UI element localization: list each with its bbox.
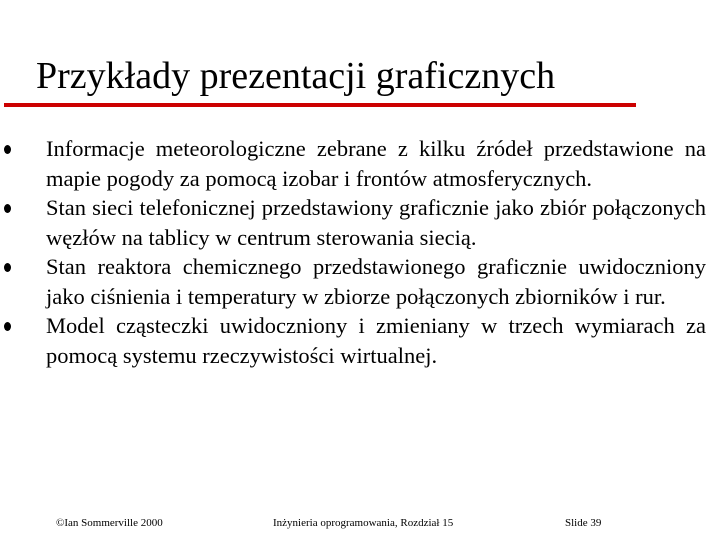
footer-course-title: Inżynieria oprogramowania, Rozdział 15 [273,517,454,529]
bullet-dot-icon [4,263,11,272]
bullet-item [0,193,706,252]
footer-slide-number: Slide 39 [565,517,602,529]
bullet-text: Informacje meteorologiczne zebrane z kilku źródeł przedstawione na mapie pogody za pomocą izobar i frontów atmosferycznych. [46,136,706,191]
bullet-text: Stan reaktora chemicznego przedstawionego graficznie uwidoczniony jako ciśnienia i temperatury w zbiorze połączonych zbiorników i rur. [46,254,706,309]
slide-title: Przykłady prezentacji graficznych [36,55,556,97]
bullet-dot-icon [4,322,11,331]
footer-copyright: ©Ian Sommerville 2000 [56,517,163,529]
bullet-list [0,134,720,370]
bullet-item [0,252,706,311]
bullet-text: Stan sieci telefonicznej przedstawiony graficznie jako zbiór połączonych węzłów na tablicy w centrum sterowania siecią. [46,195,706,250]
bullet-text: Model cząsteczki uwidoczniony i zmieniany w trzech wymiarach za pomocą systemu rzeczywistości wirtualnej. [46,313,706,368]
bullet-item [0,134,706,193]
bullet-dot-icon [4,145,11,154]
title-underline [4,103,636,107]
bullet-item [0,311,706,370]
bullet-dot-icon [4,204,11,213]
